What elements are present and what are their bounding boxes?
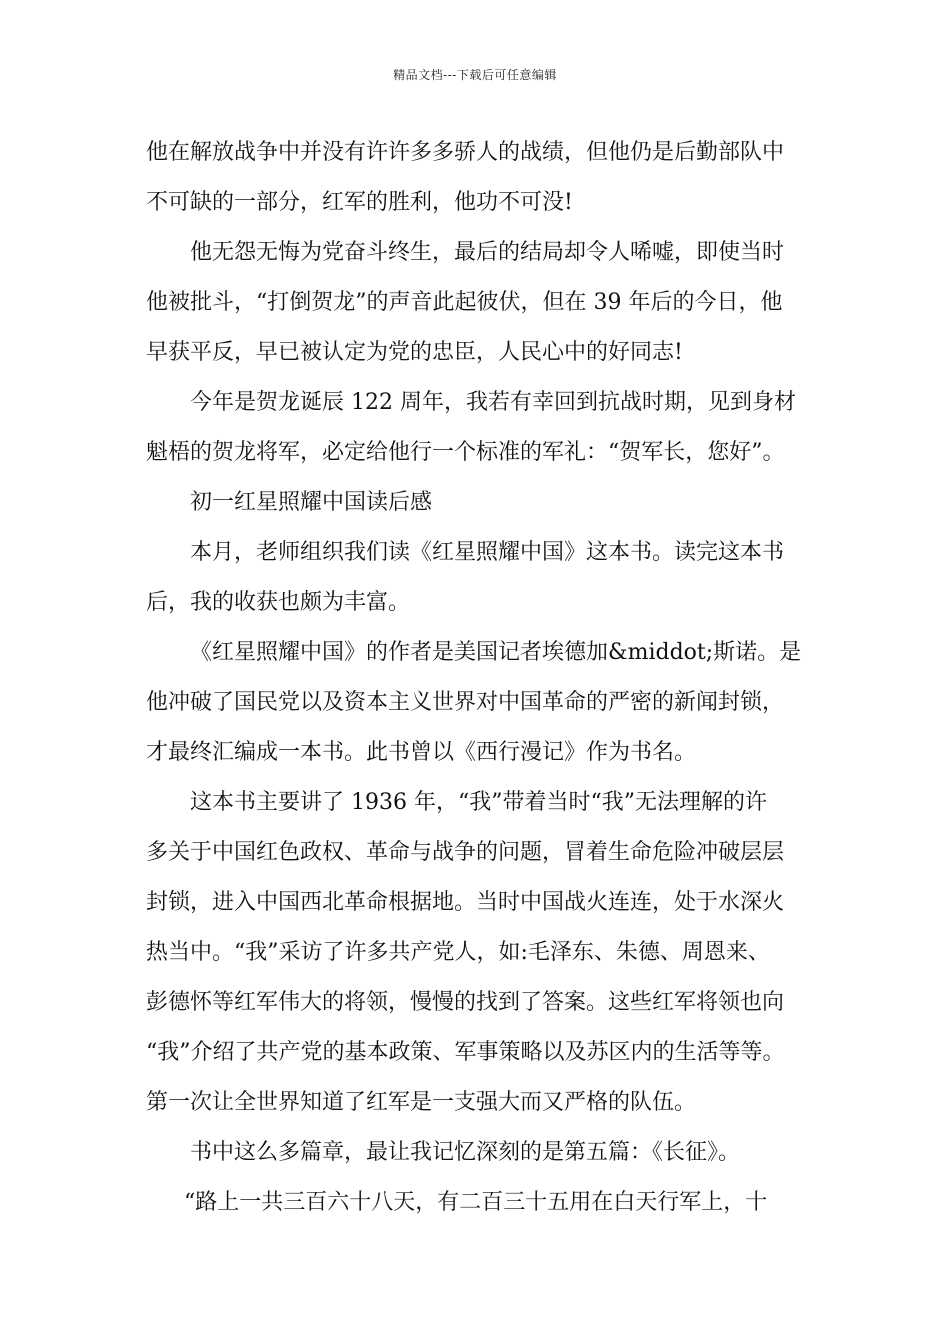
text-line: 书中这么多篇章，最让我记忆深刻的是第五篇：《长征》。 — [190, 1140, 741, 1165]
text-line: “路上一共三百六十八天，有二百三十五用在白天行军上，十 — [184, 1190, 768, 1215]
text-line: 今年是贺龙诞辰 122 周年，我若有幸回到抗战时期，见到身材 — [190, 390, 796, 415]
text-line: 早获平反，早已被认定为党的忠臣，人民心中的好同志! — [146, 340, 683, 365]
section-title: 初一红星照耀中国读后感 — [190, 490, 433, 515]
text-line: 《红星照耀中国》的作者是美国记者埃德加&middot;斯诺。是 — [190, 640, 802, 665]
text-line: 魁梧的贺龙将军，必定给他行一个标准的军礼：“贺军长，您好”。 — [146, 440, 785, 465]
text-line: 热当中。“我”采访了许多共产党人，如:毛泽东、朱德、周恩来、 — [146, 940, 770, 965]
text-line: 本月，老师组织我们读《红星照耀中国》这本书。读完这本书 — [190, 540, 785, 565]
text-line: 他被批斗，“打倒贺龙”的声音此起彼伏，但在 39 年后的今日，他 — [146, 290, 783, 315]
text-line: “我”介绍了共产党的基本政策、军事策略以及苏区内的生活等等。 — [146, 1040, 785, 1065]
text-line: 后，我的收获也颇为丰富。 — [146, 590, 411, 615]
text-line: 这本书主要讲了 1936 年，“我”带着当时“我”无法理解的许 — [190, 790, 767, 815]
text-line: 他在解放战争中并没有许许多多骄人的战绩，但他仍是后勤部队中 — [146, 140, 785, 165]
text-line: 才最终汇编成一本书。此书曾以《西行漫记》作为书名。 — [146, 740, 697, 765]
text-line: 封锁，进入中国西北革命根据地。当时中国战火连连，处于水深火 — [146, 890, 785, 915]
text-line: 不可缺的一部分，红军的胜利，他功不可没! — [146, 190, 573, 215]
text-line: 他冲破了国民党以及资本主义世界对中国革命的严密的新闻封锁， — [146, 690, 785, 715]
text-line: 他无怨无悔为党奋斗终生，最后的结局却令人唏嘘，即使当时 — [190, 240, 785, 265]
text-line: 多关于中国红色政权、革命与战争的问题，冒着生命危险冲破层层 — [146, 840, 785, 865]
text-line: 彭德怀等红军伟大的将领，慢慢的找到了答案。这些红军将领也向 — [146, 990, 785, 1015]
text-line: 第一次让全世界知道了红军是一支强大而又严格的队伍。 — [146, 1090, 697, 1115]
page-header: 精品文档---下载后可任意编辑 — [393, 68, 557, 82]
document-body — [146, 128, 816, 1228]
